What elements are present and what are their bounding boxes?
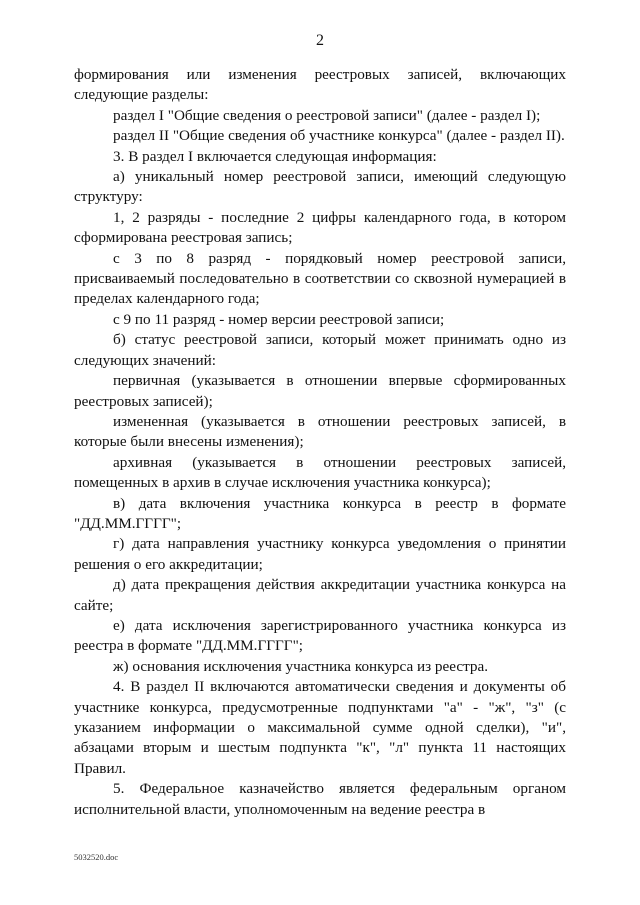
paragraph: а) уникальный номер реестровой записи, имеющий следующую структуру: — [74, 168, 566, 206]
body-text — [74, 65, 566, 820]
paragraph: с 9 по 11 разряд - номер версии реестровой записи; — [113, 310, 445, 328]
paragraph: раздел II "Общие сведения об участнике конкурса" (далее - раздел II). — [113, 127, 565, 145]
paragraph: раздел I "Общие сведения о реестровой записи" (далее - раздел I); — [113, 106, 541, 124]
paragraph: формирования или изменения реестровых записей, включающих следующие разделы: — [74, 66, 566, 104]
paragraph: 3. В раздел I включается следующая информация: — [113, 147, 437, 165]
footer-filename: 5032520.doc — [74, 852, 119, 862]
paragraph: б) статус реестровой записи, который может принимать одно из следующих значений: — [74, 331, 566, 369]
paragraph: с 3 по 8 разряд - порядковый номер реестровой записи, присваиваемый последовательно в соответствии со сквозной нумерацией в пределах календарного года; — [74, 249, 566, 308]
paragraph: 4. В раздел II включаются автоматически сведения и документы об участнике конкурса, предусмотренные подпунктами "а" - "ж", "з" (с указанием информации о максимальной сумме одной сделки), "и", абзацами вторым и шестым подпункта "к", "л" пункта 11 настоящих Правил. — [74, 678, 566, 777]
paragraph: архивная (указывается в отношении реестровых записей, помещенных в архив в случае исключения участника конкурса); — [74, 453, 566, 492]
paragraph: 1, 2 разряды - последние 2 цифры календарного года, в котором сформирована реестровая запись; — [74, 208, 566, 247]
page-number: 2 — [316, 32, 324, 49]
paragraph: первичная (указывается в отношении впервые сформированных реестровых записей); — [74, 372, 566, 410]
paragraph: измененная (указывается в отношении реестровых записей, в которые были внесены изменения); — [74, 412, 566, 451]
paragraph: в) дата включения участника конкурса в реестр в формате "ДД.ММ.ГГГГ"; — [74, 494, 566, 532]
paragraph: е) дата исключения зарегистрированного участника конкурса из реестра в формате "ДД.ММ.ГГГГ"; — [74, 616, 566, 655]
paragraph: 5. Федеральное казначейство является федеральным органом исполнительной власти, уполномоченным на ведение реестра в — [74, 780, 566, 818]
paragraph: д) дата прекращения действия аккредитации участника конкурса на сайте; — [74, 576, 566, 614]
paragraph: г) дата направления участнику конкурса уведомления о принятии решения о его аккредитации; — [74, 535, 566, 573]
paragraph: ж) основания исключения участника конкурса из реестра. — [113, 657, 489, 675]
